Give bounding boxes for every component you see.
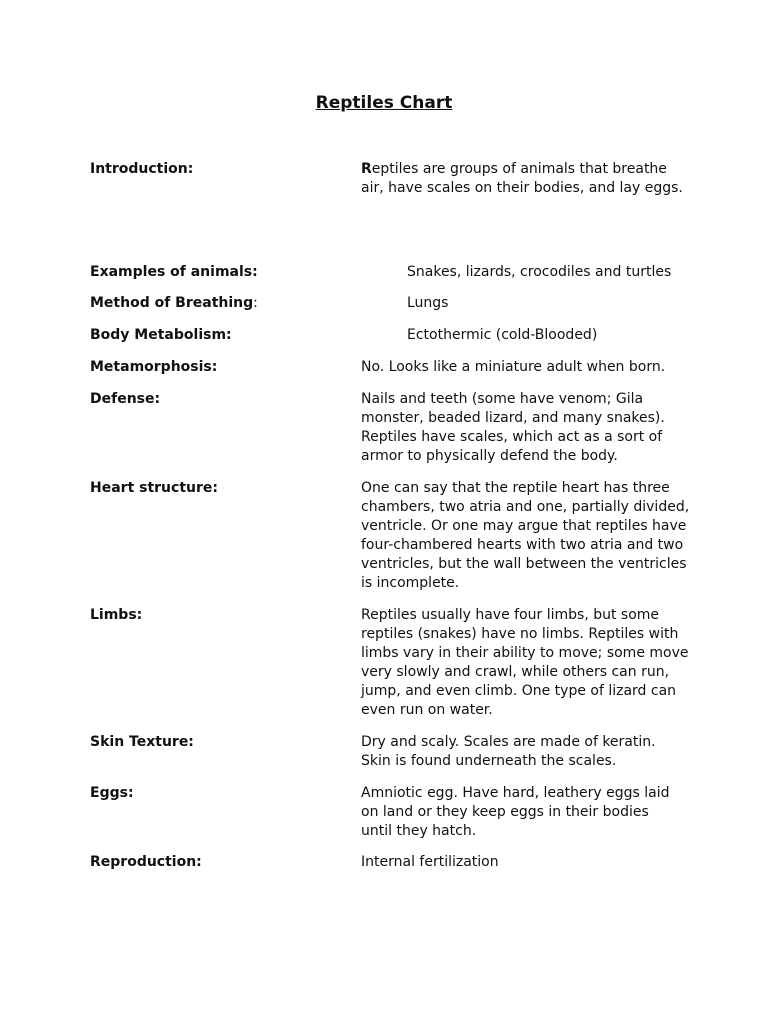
row-value: Amniotic egg. Have hard, leathery eggs laid on land or they keep eggs in their bodies until they hatch.	[361, 785, 670, 839]
row-label: Body Metabolism:	[90, 327, 232, 343]
row-label-text: Method of Breathing	[90, 295, 254, 311]
row-label: Metamorphosis:	[90, 359, 218, 375]
row-label: Introduction:	[90, 161, 194, 177]
row-value: Ectothermic (cold-Blooded)	[407, 327, 598, 343]
row-label: Limbs:	[90, 607, 143, 623]
row-label	[90, 294, 258, 313]
row-label-colon: :	[253, 295, 258, 311]
row-value: Internal fertilization	[361, 854, 499, 870]
row-label: Heart structure:	[90, 480, 218, 496]
drop-letter: R	[361, 161, 372, 177]
row-value: Reptiles usually have four limbs, but some reptiles (snakes) have no limbs. Reptiles with limbs vary in their ability to move; some move very slowly and crawl, while others can run, jump, and even climb. One type of lizard can even run on water.	[361, 607, 689, 718]
row-value	[361, 160, 691, 198]
row-value-text: eptiles are groups of animals that breathe air, have scales on their bodies, and lay eggs.	[361, 161, 683, 196]
row-value: Lungs	[407, 295, 449, 311]
row-value: Nails and teeth (some have venom; Gila monster, beaded lizard, and many snakes). Reptiles have scales, which act as a sort of armor to physically defend the body.	[361, 391, 665, 464]
row-label: Examples of animals:	[90, 264, 258, 280]
row-value: Dry and scaly. Scales are made of keratin. Skin is found underneath the scales.	[361, 734, 656, 769]
row-label: Skin Texture:	[90, 734, 194, 750]
row-value: One can say that the reptile heart has three chambers, two atria and one, partially divided, ventricle. Or one may argue that reptiles have four-chambered hearts with two atria and two ventricles, but the wall between the ventricles is incomplete.	[361, 480, 690, 591]
row-value: Snakes, lizards, crocodiles and turtles	[407, 264, 672, 280]
row-label: Reproduction:	[90, 854, 202, 870]
page-title: Reptiles Chart	[315, 93, 453, 113]
row-label: Eggs:	[90, 785, 134, 801]
row-value: No. Looks like a miniature adult when born.	[361, 359, 666, 375]
row-label: Defense:	[90, 391, 161, 407]
